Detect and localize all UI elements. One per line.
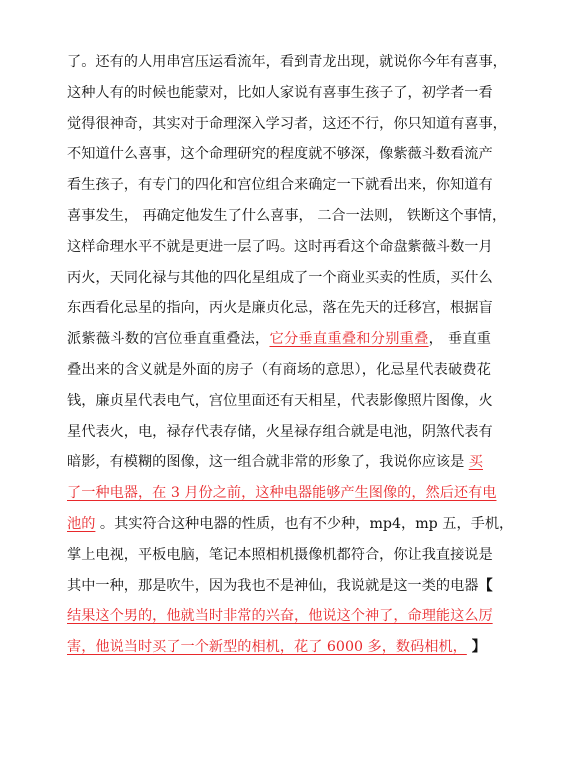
text-line: [67, 232, 491, 262]
bracket-mark: 【: [478, 577, 493, 594]
text-segment: 其中一种，那是吹牛，因为我也不是神仙，我说就是这一类的电器: [67, 577, 479, 594]
text-segment: 东西看化忌星的指向，丙火是廉贞化忌，落在先天的迁移宫，根据盲: [67, 300, 493, 317]
text-line: [67, 601, 491, 631]
text-segment: 掌上电视，平板电脑，笔记本照相机摄像机都符合，你让我直接说是: [67, 546, 493, 563]
text-line: [67, 571, 491, 601]
text-segment: 派紫薇斗数的宫位垂直重叠法，: [67, 331, 270, 348]
text-segment: 钱，廉贞星代表电气，宫位里面还有天相星，代表影像照片图像，火: [67, 392, 493, 409]
text-line: [67, 447, 491, 477]
bracket-mark: 】: [466, 639, 486, 656]
text-line: [67, 139, 491, 169]
text-line: [67, 386, 491, 416]
text-line: [67, 47, 507, 77]
text-line: [67, 417, 491, 447]
text-line: [67, 78, 491, 108]
highlighted-text: 池的: [67, 516, 96, 532]
text-segment: 这种人有的时候也能蒙对，比如人家说有喜事生孩子了，初学者一看: [67, 84, 493, 101]
text-segment: ， 垂直重: [428, 331, 491, 348]
text-segment: 喜事发生， 再确定他发生了什么喜事， 二合一法则， 铁断这个事情，: [67, 208, 507, 224]
text-line: [67, 109, 507, 139]
text-segment: 叠出来的含义就是外面的房子（有商场的意思），化忌星代表破费花: [67, 362, 491, 378]
text-line: [67, 540, 491, 570]
text-line: [67, 632, 491, 662]
text-line: [67, 170, 491, 200]
highlighted-text: 它分垂直重叠和分别重叠: [269, 331, 429, 348]
text-line: [67, 263, 491, 293]
text-segment: 星代表火，电，禄存代表存储，火星禄存组合就是电池，阴煞代表有: [67, 423, 493, 440]
text-line: [67, 201, 507, 231]
text-segment: 觉得很神奇，其实对于命理深入学习者，这还不行，你只知道有喜事，: [67, 115, 507, 132]
highlighted-text: 买: [468, 454, 483, 471]
text-line: [67, 509, 514, 539]
text-line: [67, 324, 491, 354]
text-segment: 这样命理水平不就是更进一层了吗。这时再看这个命盘紫薇斗数一月: [67, 238, 493, 255]
text-segment: 了。还有的人用串宫压运看流年，看到青龙出现，就说你今年有喜事，: [67, 54, 507, 70]
text-line: [67, 355, 491, 385]
text-line: [67, 293, 491, 323]
highlighted-text: 害，他说当时买了一个新型的相机，花了 6000 多，数码相机，: [67, 639, 467, 656]
text-segment: 丙火，天同化禄与其他的四化星组成了一个商业买卖的性质，买什么: [67, 269, 493, 286]
text-segment: 不知道什么喜事，这个命理研究的程度就不够深，像紫薇斗数看流产: [67, 146, 493, 163]
text-segment: 。其实符合这种电器的性质，也有不少种，mp4，mp 五，手机，: [95, 516, 514, 532]
text-segment: 看生孩子，有专门的四化和宫位组合来确定一下就看出来，你知道有: [67, 177, 493, 194]
text-segment: 暗影，有模糊的图像，这一组合就非常的形象了，我说你应该是: [67, 454, 469, 471]
text-line: [67, 478, 497, 508]
highlighted-text: 结果这个男的，他就当时非常的兴奋，他说这个神了，命理能这么厉: [67, 608, 493, 625]
highlighted-text: 了一种电器，在 3 月份之前，这种电器能够产生图像的，然后还有电: [67, 485, 497, 502]
